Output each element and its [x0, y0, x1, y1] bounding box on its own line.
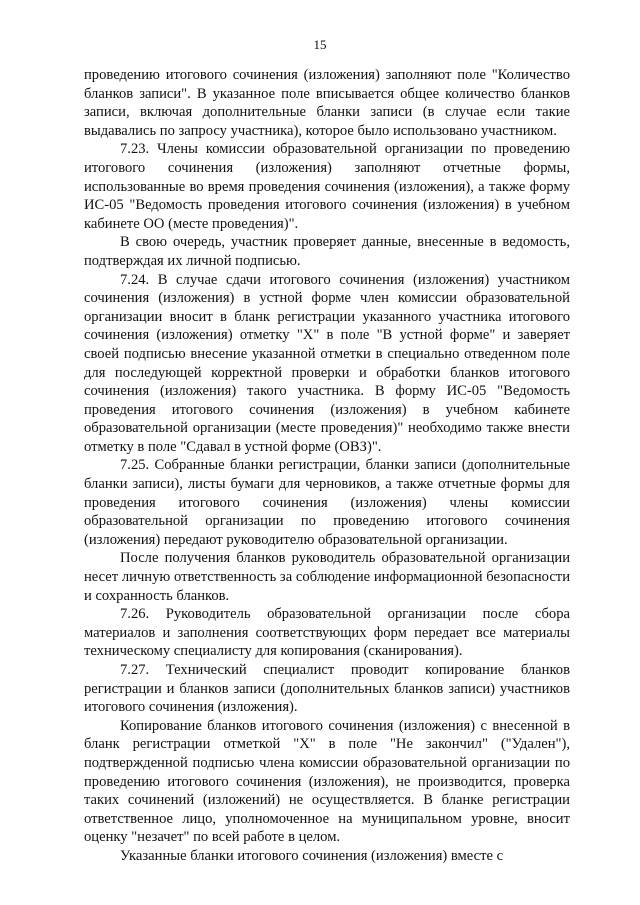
paragraph-form-fields-continuation: проведению итогового сочинения (изложения) заполняют поле "Количество бланков записи". В указанное поле вписывается общее количество бланков записи, включая дополнительные бланки записи (в случае если такие выдавались по запросу участника), которое было использовано участником.: [84, 67, 570, 139]
paragraph-specified-forms: Указанные бланки итогового сочинения (изложения) вместе с: [120, 847, 504, 864]
paragraph-7-27: 7.27. Технический специалист проводит копирование бланков регистрации и бланков записи (дополнительных бланков записи) участников итогового сочинения (изложения).: [84, 662, 570, 716]
paragraph-7-24: 7.24. В случае сдачи итогового сочинения (изложения) участником сочинения (изложения) в устной форме член комиссии образовательной организации вносит в бланк регистрации указанного участника итогового сочинения (изложения) отметку "X" в поле "В устной форме" и заверяет своей подписью внесение указанной отметки в специально отведенном поле для последующей корректной проверки и обработки бланков итогового сочинения (изложения) такого участника. В форму ИС-05 "Ведомость проведения итогового сочинения (изложения) в учебном кабинете образовательной организации (месте проведения)" необходимо также внести отметку в поле "Сдавал в устной форме (ОВЗ)".: [84, 271, 570, 455]
paragraph-7-25: 7.25. Собранные бланки регистрации, бланки записи (дополнительные бланки записи), листы бумаги для черновиков, а также отчетные формы для проведения итогового сочинения (изложения) члены комиссии образовательной организации по проведению итогового сочинения (изложения) передают руководителю образовательной организации.: [84, 457, 570, 548]
paragraph-responsibility: После получения бланков руководитель образовательной организации несет личную ответственность за соблюдение информационной безопасности и сохранность бланков.: [84, 550, 570, 604]
paragraph-7-23: 7.23. Члены комиссии образовательной организации по проведению итогового сочинения (изложения) заполняют отчетные формы, использованные во время проведения сочинения (изложения), а также форму ИС-05 "Ведомость проведения итогового сочинения (изложения) в учебном кабинете ОО (месте проведения)".: [84, 141, 570, 232]
page-number: 15: [313, 37, 327, 52]
paragraph-7-26: 7.26. Руководитель образовательной организации после сбора материалов и заполнения соответствующих форм передает все материалы техническому специалисту для копирования (сканирования).: [84, 606, 570, 660]
paragraph-participant-verification: В свою очередь, участник проверяет данные, внесенные в ведомость, подтверждая их личной подписью.: [84, 234, 570, 269]
paragraph-copying-exceptions: Копирование бланков итогового сочинения (изложения) с внесенной в бланк регистрации отметкой "X" в поле "Не закончил" ("Удален"), подтвержденной подписью члена комиссии образовательной организации по проведению итогового сочинения (изложения), не производится, проверка таких сочинений (изложений) не осуществляется. В бланке регистрации ответственное лицо, уполномоченное на муниципальном уровне, вносит оценку "незачет" по всей работе в целом.: [84, 717, 570, 846]
document-body: [84, 66, 570, 866]
